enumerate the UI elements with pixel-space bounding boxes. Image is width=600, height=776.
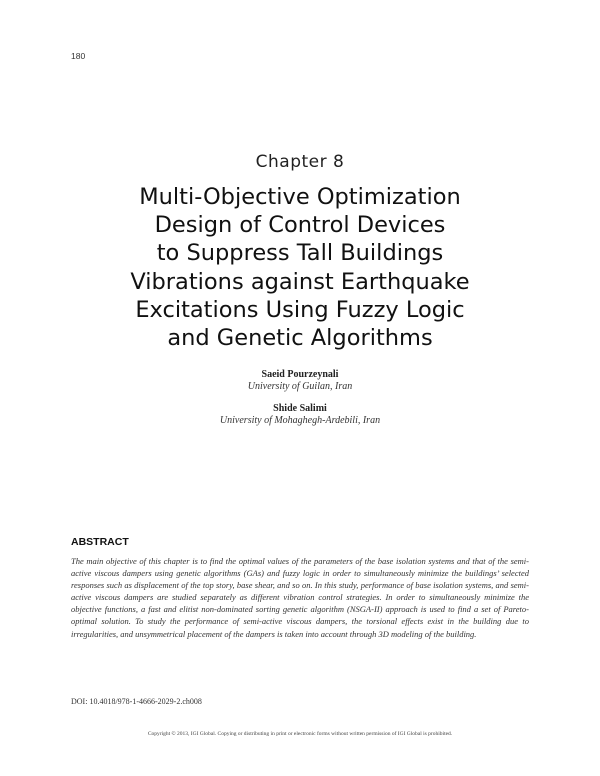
author-block bbox=[0, 369, 600, 393]
abstract-body: The main objective of this chapter is to find the optimal values of the parameters of the base isolation systems and that of the semi-active viscous dampers using genetic algorithms (GAs) and fuzzy logic in order to simultaneously minimize the buildings’ selected responses such as displacement of the top story, base shear, and so on. In this study, performance of base isolation systems, and semi-active viscous dampers are studied separately as different vibration control strategies. In order to simultaneously minimize the objective functions, a fast and elitist non-dominated sorting genetic algorithm (NSGA-II) approach is used to find a set of Pareto-optimal solution. To study the performance of semi-active viscous dampers, the torsional effects exist in the building due to irregularities, and unsymmetrical placement of the dampers is taken into account through 3D modeling of the building. bbox=[71, 556, 529, 639]
author-block bbox=[0, 403, 600, 427]
title-line: Vibrations against Earthquake bbox=[130, 268, 470, 295]
doi-text: DOI: 10.4018/978-1-4666-2029-2.ch008 bbox=[71, 697, 202, 706]
title-line: Design of Control Devices bbox=[154, 212, 446, 239]
chapter-title bbox=[60, 183, 540, 352]
author-name: Shide Salimi bbox=[273, 403, 327, 414]
title-line: and Genetic Algorithms bbox=[167, 325, 433, 352]
page-number: 180 bbox=[71, 51, 86, 61]
title-line: to Suppress Tall Buildings bbox=[156, 240, 444, 267]
chapter-label: Chapter 8 bbox=[255, 152, 345, 172]
copyright-notice: Copyright © 2013, IGI Global. Copying or distributing in print or electronic forms without written permission of IGI Global is prohibited. bbox=[147, 731, 453, 737]
author-affiliation: University of Mohaghegh-Ardebili, Iran bbox=[219, 415, 381, 426]
abstract-heading: ABSTRACT bbox=[71, 536, 129, 548]
title-line: Excitations Using Fuzzy Logic bbox=[135, 296, 465, 323]
author-affiliation: University of Guilan, Iran bbox=[247, 381, 353, 392]
author-name: Saeid Pourzeynali bbox=[261, 369, 339, 380]
title-line: Multi-Objective Optimization bbox=[139, 184, 461, 210]
